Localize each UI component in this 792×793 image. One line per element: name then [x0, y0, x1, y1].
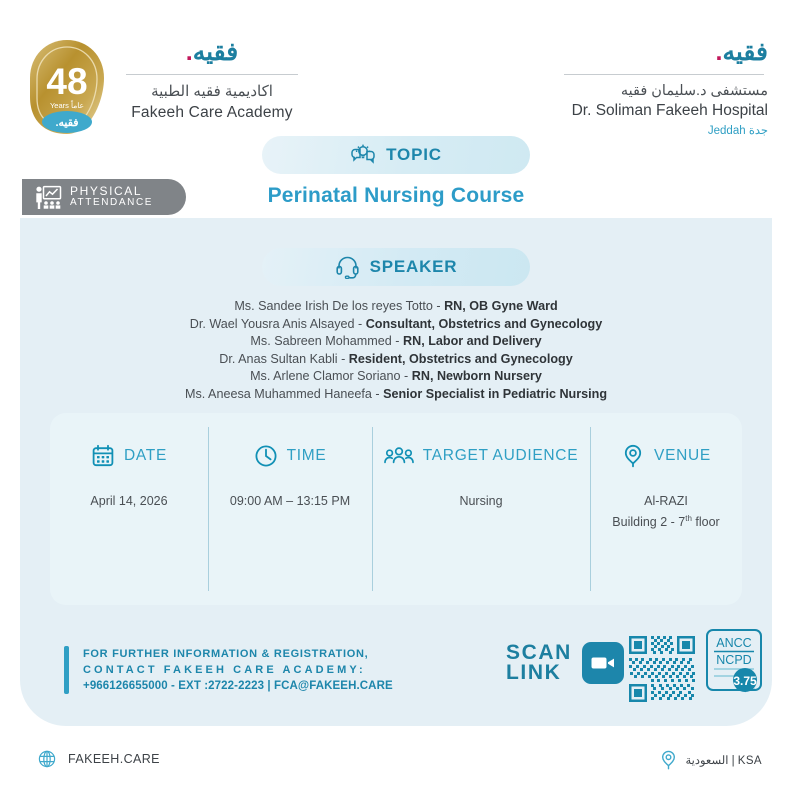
brand-divider: [564, 74, 764, 75]
date-label: DATE: [124, 447, 167, 464]
target-audience-value: Nursing: [459, 494, 503, 508]
brand-dot: .: [185, 38, 193, 66]
academy-name-arabic: اكاديمية فقيه الطبية: [151, 83, 273, 100]
venue-line-2-pre: Building 2 - 7: [612, 515, 686, 530]
brand-dot: .: [715, 38, 723, 66]
academy-name-english: Fakeeh Care Academy: [131, 103, 293, 121]
scan-link-block[interactable]: [506, 642, 624, 684]
contact-line-3[interactable]: +966126655000 - EXT :2722-2223 | FCA@FAKEEH.CARE: [83, 680, 393, 692]
detail-time: [208, 413, 372, 605]
website-text: FAKEEH.CARE: [68, 752, 160, 766]
venue-label: VENUE: [654, 447, 711, 464]
clock-icon: [254, 444, 278, 468]
detail-target-audience: [372, 413, 590, 605]
presenter-board-icon: [34, 185, 62, 209]
speaker-role: Consultant, Obstetrics and Gynecology: [365, 316, 603, 331]
date-value: April 14, 2026: [90, 494, 168, 508]
speaker-row: [20, 298, 772, 316]
video-camera-icon[interactable]: [582, 642, 624, 684]
speaker-row: [20, 351, 772, 369]
contact-accent-bar: [64, 646, 69, 694]
speaker-pill-label: SPEAKER: [369, 257, 458, 276]
link-word: LINK: [506, 661, 562, 684]
fakeeh-care-academy-lockup: [122, 40, 302, 122]
speaker-row: [20, 368, 772, 386]
speaker-role: RN, Labor and Delivery: [403, 334, 542, 348]
detail-venue: [590, 413, 742, 605]
time-value: 09:00 AM – 13:15 PM: [229, 494, 351, 508]
venue-value: [612, 493, 719, 531]
speaker-row: [20, 333, 772, 351]
brand-divider: [126, 74, 298, 75]
speaker-row: [20, 316, 772, 334]
website-block[interactable]: [38, 750, 160, 768]
poster-header: [0, 0, 792, 140]
scan-word: SCAN: [506, 641, 572, 664]
hospital-brand-arabic: فقيه.: [715, 38, 768, 66]
calendar-icon: [91, 444, 115, 468]
venue-line-2-post: floor: [691, 515, 720, 530]
location-block: [660, 750, 762, 770]
speaker-role: Senior Specialist in Pediatric Nursing: [383, 386, 608, 401]
contact-line-1: FOR FURTHER INFORMATION & REGISTRATION,: [83, 648, 369, 660]
anniversary-years-label: Years عاماً: [49, 101, 85, 110]
speaker-name: Ms. Sandee Irish De los reyes Totto -: [234, 299, 445, 313]
location-text: السعودية | KSA: [685, 755, 762, 767]
people-group-icon: [384, 444, 414, 468]
qr-code-icon[interactable]: [627, 634, 697, 704]
map-pin-icon: [621, 444, 645, 468]
dr-soliman-fakeeh-hospital-lockup: [560, 40, 768, 137]
anniversary-number: 48: [46, 61, 88, 102]
speaker-role: RN, Newborn Nursery: [411, 369, 542, 383]
scan-link-words: [506, 643, 572, 683]
anniversary-48-logo: [28, 38, 106, 138]
hospital-name-arabic: مستشفى د.سليمان فقيه: [620, 83, 768, 99]
certificate-line-2: NCPD: [716, 653, 752, 667]
event-details-card: [50, 413, 742, 605]
physical-attendance-badge: [22, 179, 186, 215]
speaker-pill: [262, 248, 530, 286]
topic-pill-label: TOPIC: [386, 145, 442, 164]
contact-line-2: CONTACT FAKEEH CARE ACADEMY:: [83, 664, 366, 676]
certificate-line-1: ANCC: [716, 636, 752, 650]
speaker-name: Dr. Anas Sultan Kabli -: [219, 351, 349, 366]
speaker-row: [20, 386, 772, 404]
svg-text:فقيه.: فقيه.: [55, 117, 79, 129]
bottom-bar: [0, 740, 792, 793]
contact-block: [64, 646, 393, 694]
globe-icon: [38, 750, 56, 768]
speaker-name: Ms. Aneesa Muhammed Haneefa -: [184, 386, 384, 401]
venue-line-2-sup: th: [685, 514, 692, 523]
speaker-list: [20, 298, 772, 403]
speech-bubble-lightbulb-icon: [350, 143, 376, 167]
hospital-name-english: Dr. Soliman Fakeeh Hospital: [571, 101, 768, 119]
certificate-credits: 3.75: [733, 674, 757, 688]
speaker-name: Ms. Sabreen Mohammed -: [250, 334, 403, 348]
detail-date: [50, 413, 208, 605]
speaker-name: Ms. Arlene Clamor Soriano -: [250, 369, 412, 383]
topic-title: Perinatal Nursing Course: [267, 184, 525, 207]
speaker-role: RN, OB Gyne Ward: [444, 299, 558, 313]
academy-brand-arabic: فقيه.: [185, 38, 239, 66]
physical-attendance-text: [70, 185, 153, 208]
contact-lines: [83, 646, 393, 694]
speaker-role: Resident, Obstetrics and Gynecology: [348, 351, 573, 366]
time-label: TIME: [286, 447, 327, 464]
venue-line-1: Al-RAZI: [644, 494, 688, 508]
certificate-ribbon-icon: [704, 628, 764, 700]
attendance-line-1: PHYSICAL: [70, 184, 143, 199]
attendance-line-2: ATTENDANCE: [70, 197, 154, 209]
topic-pill: [262, 136, 530, 174]
map-pin-icon: [660, 750, 677, 770]
hospital-city: جدة Jeddah: [707, 124, 768, 137]
target-audience-label: TARGET AUDIENCE: [422, 447, 579, 464]
headset-icon: [335, 255, 360, 279]
main-panel: [20, 218, 772, 726]
speaker-name: Dr. Wael Yousra Anis Alsayed -: [189, 316, 366, 331]
